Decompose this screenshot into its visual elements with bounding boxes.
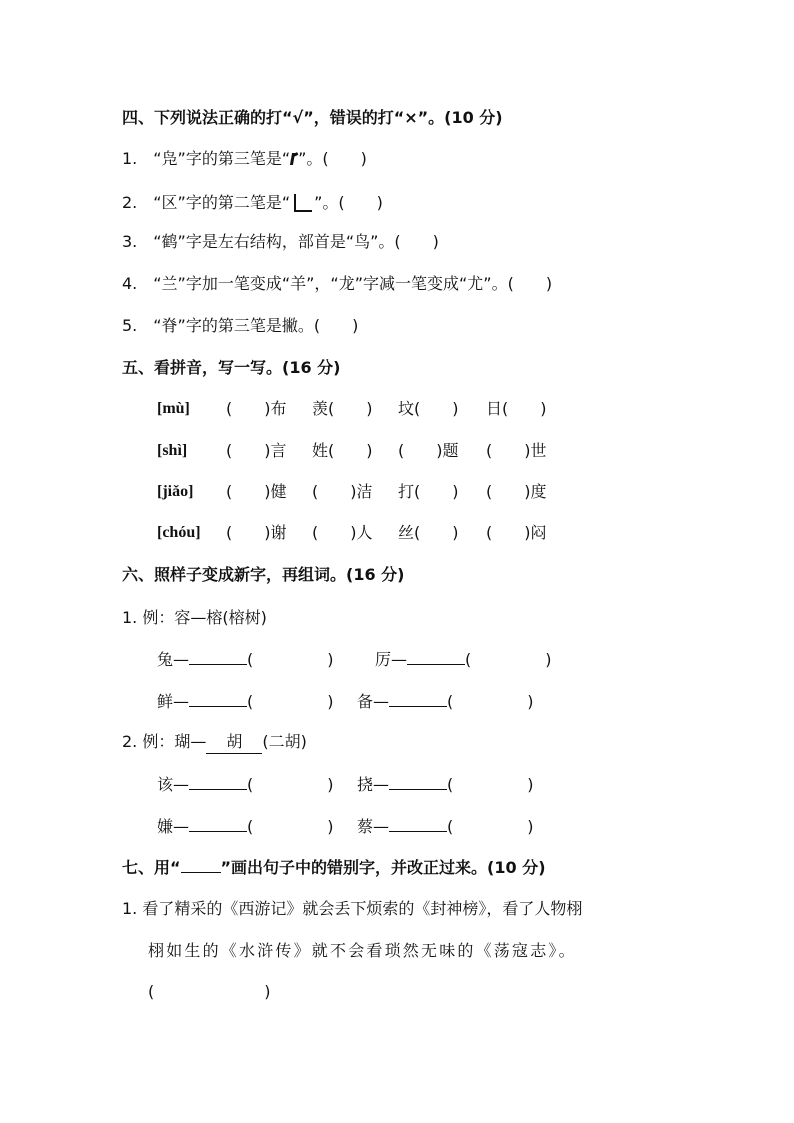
s6-example-1: 1. 例：容—榕(榕树) xyxy=(122,608,267,627)
s6-exercise-item: 厉— ( ) xyxy=(375,650,552,669)
s6-exercise-item: 挠— ( ) xyxy=(357,775,534,794)
answer-blank[interactable] xyxy=(189,815,247,832)
s4-question-4: 4. “兰”字加一笔变成“羊”，“龙”字减一笔变成“尤”。( ) xyxy=(122,274,553,293)
example-answer: 胡 xyxy=(206,731,262,754)
answer-blank[interactable] xyxy=(189,773,247,790)
answer-blank[interactable] xyxy=(389,773,447,790)
section-7-title: 七、用“ ”画出句子中的错别字，并改正过来。(10 分) xyxy=(122,858,546,877)
answer-blank[interactable] xyxy=(389,815,447,832)
s4-question-1: 1. “凫”字的第三笔是“ ”。( ) xyxy=(122,149,367,168)
pinyin-cell: 坟( ) xyxy=(398,399,459,418)
section-5-title: 五、看拼音，写一写。(16 分) xyxy=(122,358,341,377)
pinyin-cell: 羡( ) xyxy=(312,399,373,418)
pinyin-label: [jiǎo] xyxy=(157,483,194,500)
pinyin-cell: ( )闷 xyxy=(486,523,547,542)
pinyin-cell: ( )健 xyxy=(226,482,287,501)
pinyin-label: [chóu] xyxy=(157,524,201,541)
pinyin-cell: ( )题 xyxy=(398,441,459,460)
pinyin-cell: ( )谢 xyxy=(226,523,287,542)
pinyin-label: [mù] xyxy=(157,400,190,417)
s6-example-2: 2. 例：瑚— 胡 (二胡) xyxy=(122,731,307,754)
pinyin-label: [shì] xyxy=(157,442,188,459)
pinyin-cell: 打( ) xyxy=(398,482,459,501)
s6-exercise-item: 备— ( ) xyxy=(357,692,534,711)
s6-exercise-item: 蔡— ( ) xyxy=(357,817,534,836)
pinyin-cell: 日( ) xyxy=(486,399,547,418)
answer-blank[interactable] xyxy=(407,648,465,665)
s7-question-1-line-1: 1. 看了精采的《西游记》就会丢下烦索的《封神榜》，看了人物栩 xyxy=(122,899,583,918)
answer-blank[interactable] xyxy=(189,648,247,665)
s6-exercise-item: 嫌— ( ) xyxy=(157,817,334,836)
dot-stroke-icon xyxy=(290,152,298,166)
pinyin-cell: ( )世 xyxy=(486,441,547,460)
pinyin-cell: ( )度 xyxy=(486,482,547,501)
pinyin-cell: ( )洁 xyxy=(312,482,373,501)
vertical-turn-stroke-icon xyxy=(292,194,314,212)
pinyin-cell: ( )人 xyxy=(312,523,373,542)
s7-question-1-line-2: 栩如生的《水浒传》就不会看琐然无味的《荡寇志》。 xyxy=(148,941,577,960)
s7-answer-box[interactable]: ( ) xyxy=(148,982,271,1001)
pinyin-cell: 丝( ) xyxy=(398,523,459,542)
answer-blank[interactable] xyxy=(389,690,447,707)
s6-exercise-item: 该— ( ) xyxy=(157,775,334,794)
s4-question-5: 5. “脊”字的第三笔是撇。( ) xyxy=(122,316,359,335)
underline-sample xyxy=(181,856,221,873)
answer-blank[interactable] xyxy=(189,690,247,707)
pinyin-cell: ( )言 xyxy=(226,441,287,460)
pinyin-cell: 姓( ) xyxy=(312,441,373,460)
s4-question-2: 2. “区”字的第二笔是“ ”。( ) xyxy=(122,193,383,212)
pinyin-cell: ( )布 xyxy=(226,399,287,418)
section-6-title: 六、照样子变成新字，再组词。(16 分) xyxy=(122,565,405,584)
section-4-title: 四、下列说法正确的打“√”，错误的打“×”。(10 分) xyxy=(122,108,503,127)
s6-exercise-item: 兔— ( ) xyxy=(157,650,334,669)
s4-question-3: 3. “鹤”字是左右结构，部首是“鸟”。( ) xyxy=(122,232,439,251)
s6-exercise-item: 鲜— ( ) xyxy=(157,692,334,711)
